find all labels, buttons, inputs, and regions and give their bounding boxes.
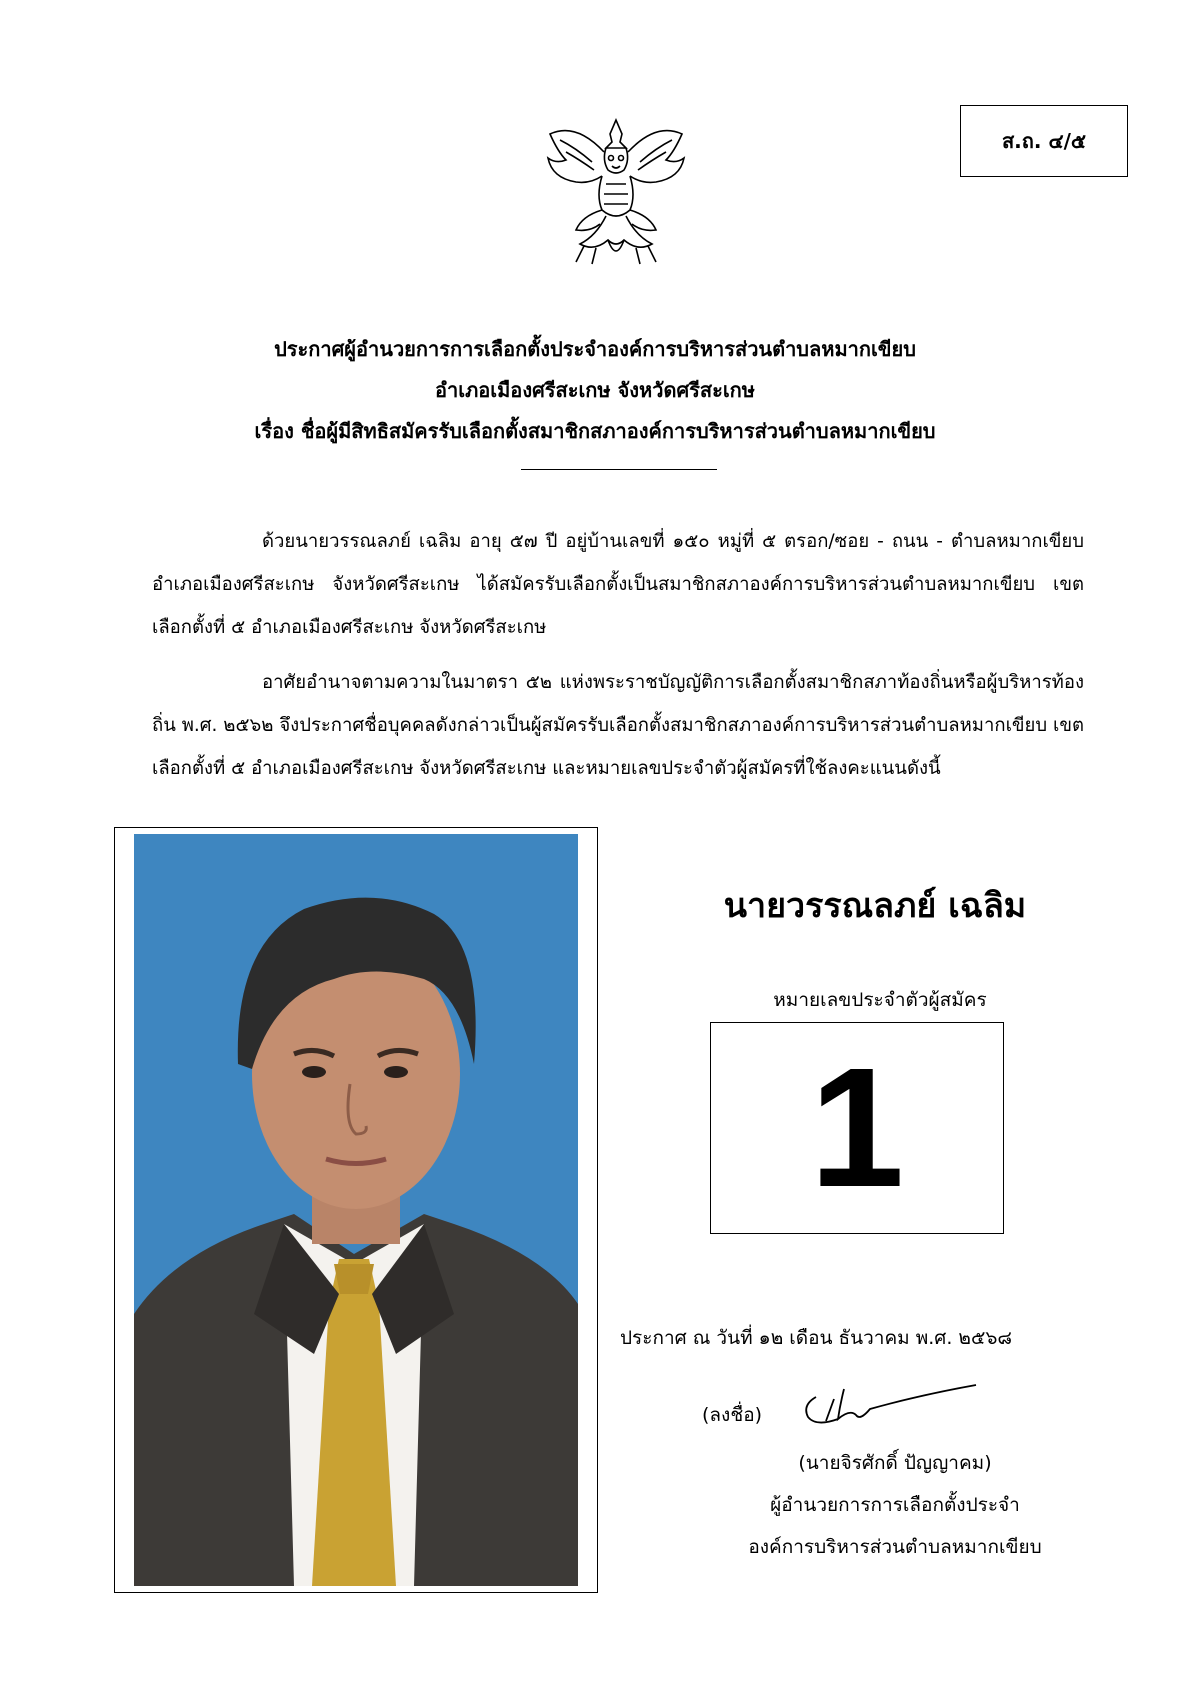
garuda-emblem-icon (536, 112, 696, 272)
announcement-district: อำเภอเมืองศรีสะเกษ จังหวัดศรีสะเกษ (435, 378, 755, 402)
title-divider (521, 469, 717, 470)
candidate-photo-frame (114, 827, 598, 1593)
paragraph-authority-text: อาศัยอำนาจตามความในมาตรา ๕๒ แห่งพระราชบัญญัติการเลือกตั้งสมาชิกสภาท้องถิ่นหรือผู้บริหารท้องถิ่น พ.ศ. ๒๕๖๒ จึงประกาศชื่อบุคคลดังกล่าวเป็นผู้สมัครรับเลือกตั้งสมาชิกสภาองค์การบริหารส่วนตำบลหมากเขียบ เขตเลือกตั้งที่ ๕ อำเภอเมืองศรีสะเกษ จังหวัดศรีสะเกษ และหมายเลขประจำตัวผู้สมัครที่ใช้ลงคะแนนดังนี้ (152, 672, 1085, 779)
paragraph-intro (152, 520, 1084, 649)
candidate-photo (134, 834, 578, 1586)
official-position-line2: องค์การบริหารส่วนตำบลหมากเขียบ (748, 1536, 1042, 1558)
candidate-number-box (710, 1022, 1004, 1234)
candidate-number-label: หมายเลขประจำตัวผู้สมัคร (773, 989, 987, 1011)
candidate-number: 1 (809, 1033, 905, 1223)
signature-label: (ลงชื่อ) (702, 1404, 763, 1426)
form-code-box (960, 105, 1128, 177)
paragraph-intro-text: ด้วยนายวรรณลภย์ เฉลิม อายุ ๕๗ ปี อยู่บ้านเลขที่ ๑๕๐ หมู่ที่ ๕ ตรอก/ซอย - ถนน - ตำบลหมากเขียบ อำเภอเมืองศรีสะเกษ จังหวัดศรีสะเกษ ได้สมัครรับเลือกตั้งเป็นสมาชิกสภาองค์การบริหารส่วนตำบลหมากเขียบ เขตเลือกตั้งที่ ๕ อำเภอเมืองศรีสะเกษ จังหวัดศรีสะเกษ (152, 531, 1084, 638)
paragraph-authority (152, 661, 1084, 790)
announcement-title: ประกาศผู้อำนวยการการเลือกตั้งประจำองค์การบริหารส่วนตำบลหมากเขียบ (274, 337, 916, 361)
official-position-line1: ผู้อำนวยการการเลือกตั้งประจำ (770, 1494, 1020, 1516)
announcement-date: ประกาศ ณ วันที่ ๑๒ เดือน ธันวาคม พ.ศ. ๒๕๖๘ (620, 1327, 1013, 1349)
official-name: (นายจิรศักดิ์ ปัญญาคม) (798, 1452, 992, 1474)
announcement-subject: เรื่อง ชื่อผู้มีสิทธิสมัครรับเลือกตั้งสมาชิกสภาองค์การบริหารส่วนตำบลหมากเขียบ (254, 419, 936, 443)
form-code-text: ส.ถ. ๔/๕ (1001, 129, 1087, 153)
signature-image (800, 1375, 980, 1435)
candidate-name: นายวรรณลภย์ เฉลิม (723, 886, 1027, 926)
